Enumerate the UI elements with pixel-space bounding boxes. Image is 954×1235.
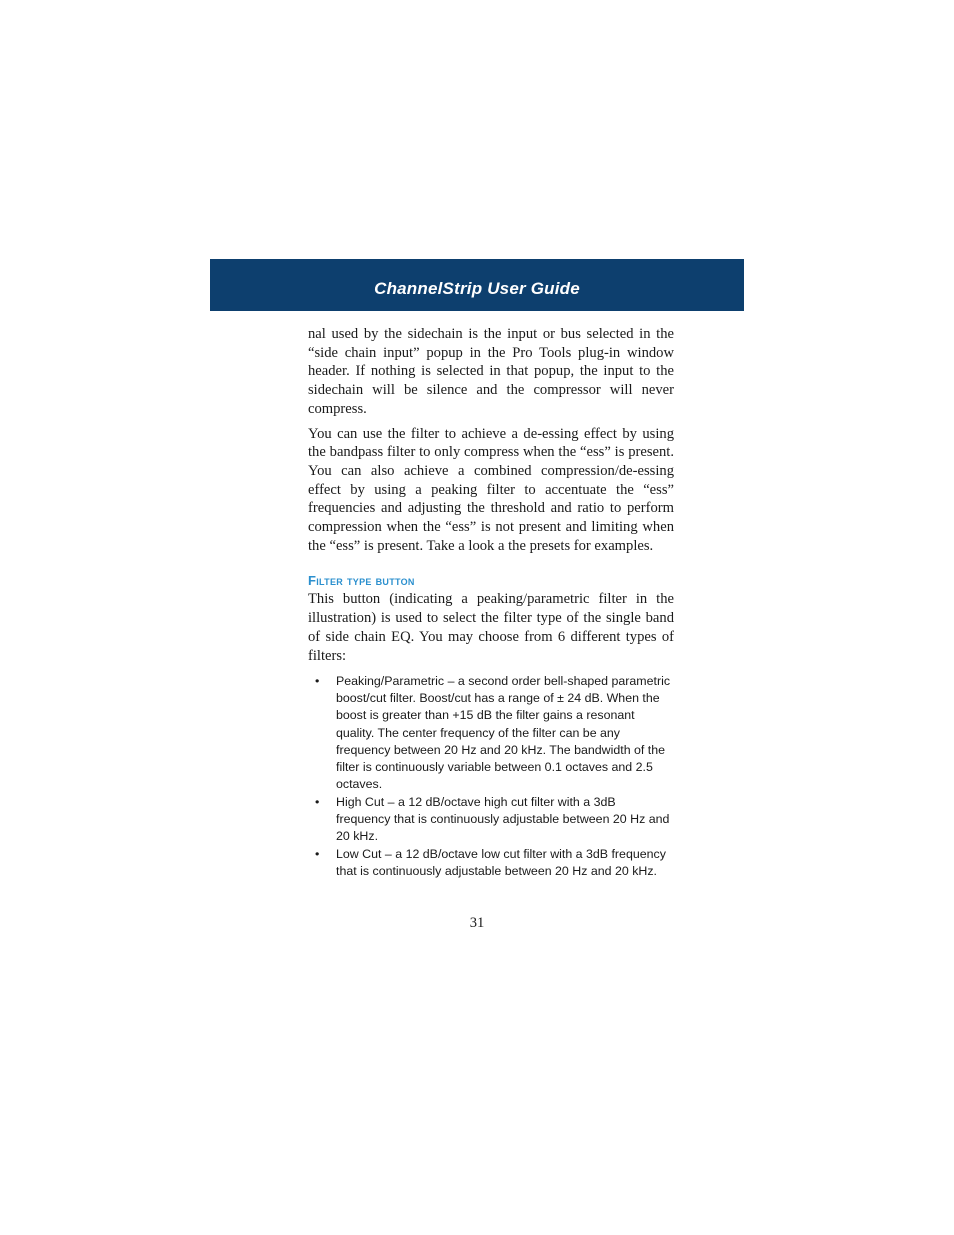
bullet-mark: •: [315, 794, 320, 809]
filter-type-list: [308, 673, 674, 880]
guide-title: ChannelStrip User Guide: [374, 279, 580, 298]
header-band: [210, 259, 744, 311]
list-item-text: Peaking/Parametric – a second order bell-shaped parametric boost/cut filter. Boost/cut has a range of ± 24 dB. When the boost is greater than +15 dB the filter gains a resonant quality. The center frequency of the filter can be any frequency between 20 Hz and 20 kHz. The bandwidth of the filter is continuously variable between 0.1 octaves and 2.5 octaves.: [336, 674, 671, 791]
page-content: [308, 325, 674, 881]
list-item-text: Low Cut – a 12 dB/octave low cut filter with a 3dB frequency that is continuously adjustable between 20 Hz and 20 kHz.: [336, 847, 666, 879]
bullet-mark: •: [315, 847, 320, 862]
list-item: [308, 846, 674, 880]
body-paragraph: You can use the filter to achieve a de-essing effect by using the bandpass filter to only compress when the “ess” is present. You can also achieve a combined compression/de-essing effect by using a peaking filter to accentuate the “ess” frequencies and adjusting the threshold and ratio to perform compression when the “ess” is not present and limiting when the “ess” is present. Take a look a the presets for examples.: [308, 425, 674, 554]
section-heading: Filter type button: [308, 573, 415, 589]
page-number: 31: [469, 915, 485, 931]
section-intro: This button (indicating a peaking/parametric filter in the illustration) is used to select the filter type of the single band of side chain EQ. You may choose from 6 different types of filters:: [308, 591, 674, 664]
list-item: [308, 673, 674, 793]
bullet-mark: •: [315, 674, 320, 689]
body-paragraph: nal used by the sidechain is the input or bus selected in the “side chain input” popup in the Pro Tools plug-in window header. If nothing is selected in that popup, the input to the sidechain will be silence and the compressor will never compress.: [308, 326, 674, 417]
list-item: [308, 794, 674, 845]
list-item-text: High Cut – a 12 dB/octave high cut filter with a 3dB frequency that is continuously adjustable between 20 Hz and 20 kHz.: [336, 794, 670, 844]
